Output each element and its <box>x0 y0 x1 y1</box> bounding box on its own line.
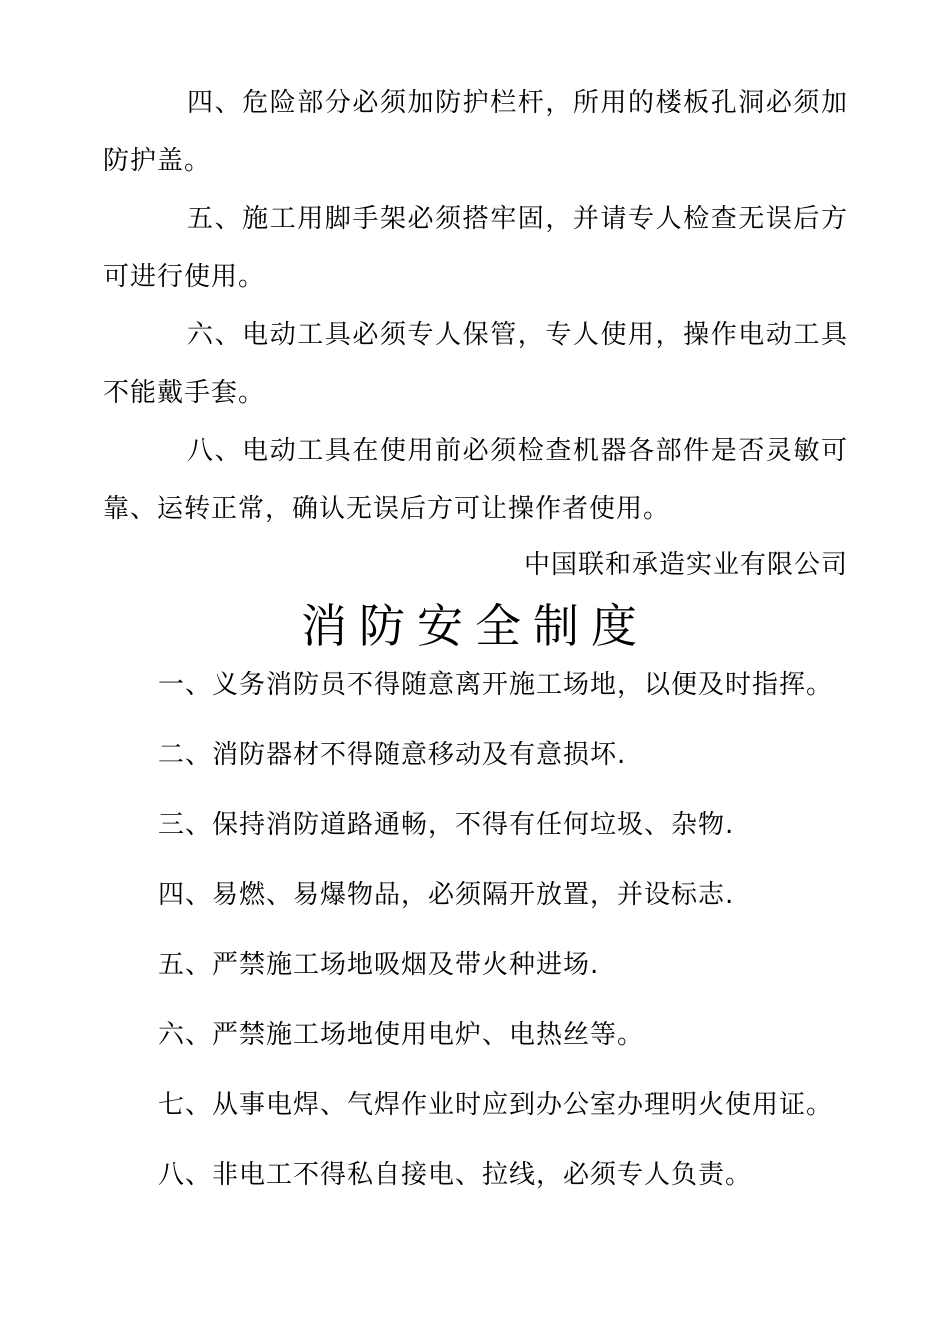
fire-rule-7: 七、从事电焊、气焊作业时应到办公室办理明火使用证。 <box>158 1090 834 1120</box>
fire-rule-8: 八、非电工不得私自接电、拉线，必须专人负责。 <box>158 1160 753 1190</box>
fire-rule-6: 六、严禁施工场地使用电炉、电热丝等。 <box>158 1020 645 1050</box>
fire-rule-2: 二、消防器材不得随意移动及有意损坏. <box>158 740 627 770</box>
company-name: 中国联和承造实业有限公司 <box>523 550 848 580</box>
safety-rule-5: 五、施工用脚手架必须搭牢固，并请专人检查无误后方可进行使用。 <box>103 204 848 292</box>
fire-rule-4: 四、易燃、易爆物品，必须隔开放置，并设标志. <box>158 880 735 910</box>
fire-safety-rules-list <box>158 665 833 1225</box>
fire-rule-5: 五、严禁施工场地吸烟及带火种进场. <box>158 950 600 980</box>
safety-rule-6: 六、电动工具必须专人保管，专人使用，操作电动工具不能戴手套。 <box>103 320 848 408</box>
fire-rule-3: 三、保持消防道路通畅，不得有任何垃圾、杂物. <box>158 810 735 840</box>
safety-rule-4: 四、危险部分必须加防护栏杆，所用的楼板孔洞必须加防护盖。 <box>103 88 848 176</box>
fire-rule-1: 一、义务消防员不得随意离开施工场地，以便及时指挥。 <box>158 670 834 700</box>
fire-safety-title: 消防安全制度 <box>301 599 649 653</box>
safety-rule-8: 八、电动工具在使用前必须检查机器各部件是否灵敏可靠、运转正常，确认无误后方可让操作者使用。 <box>103 436 848 524</box>
